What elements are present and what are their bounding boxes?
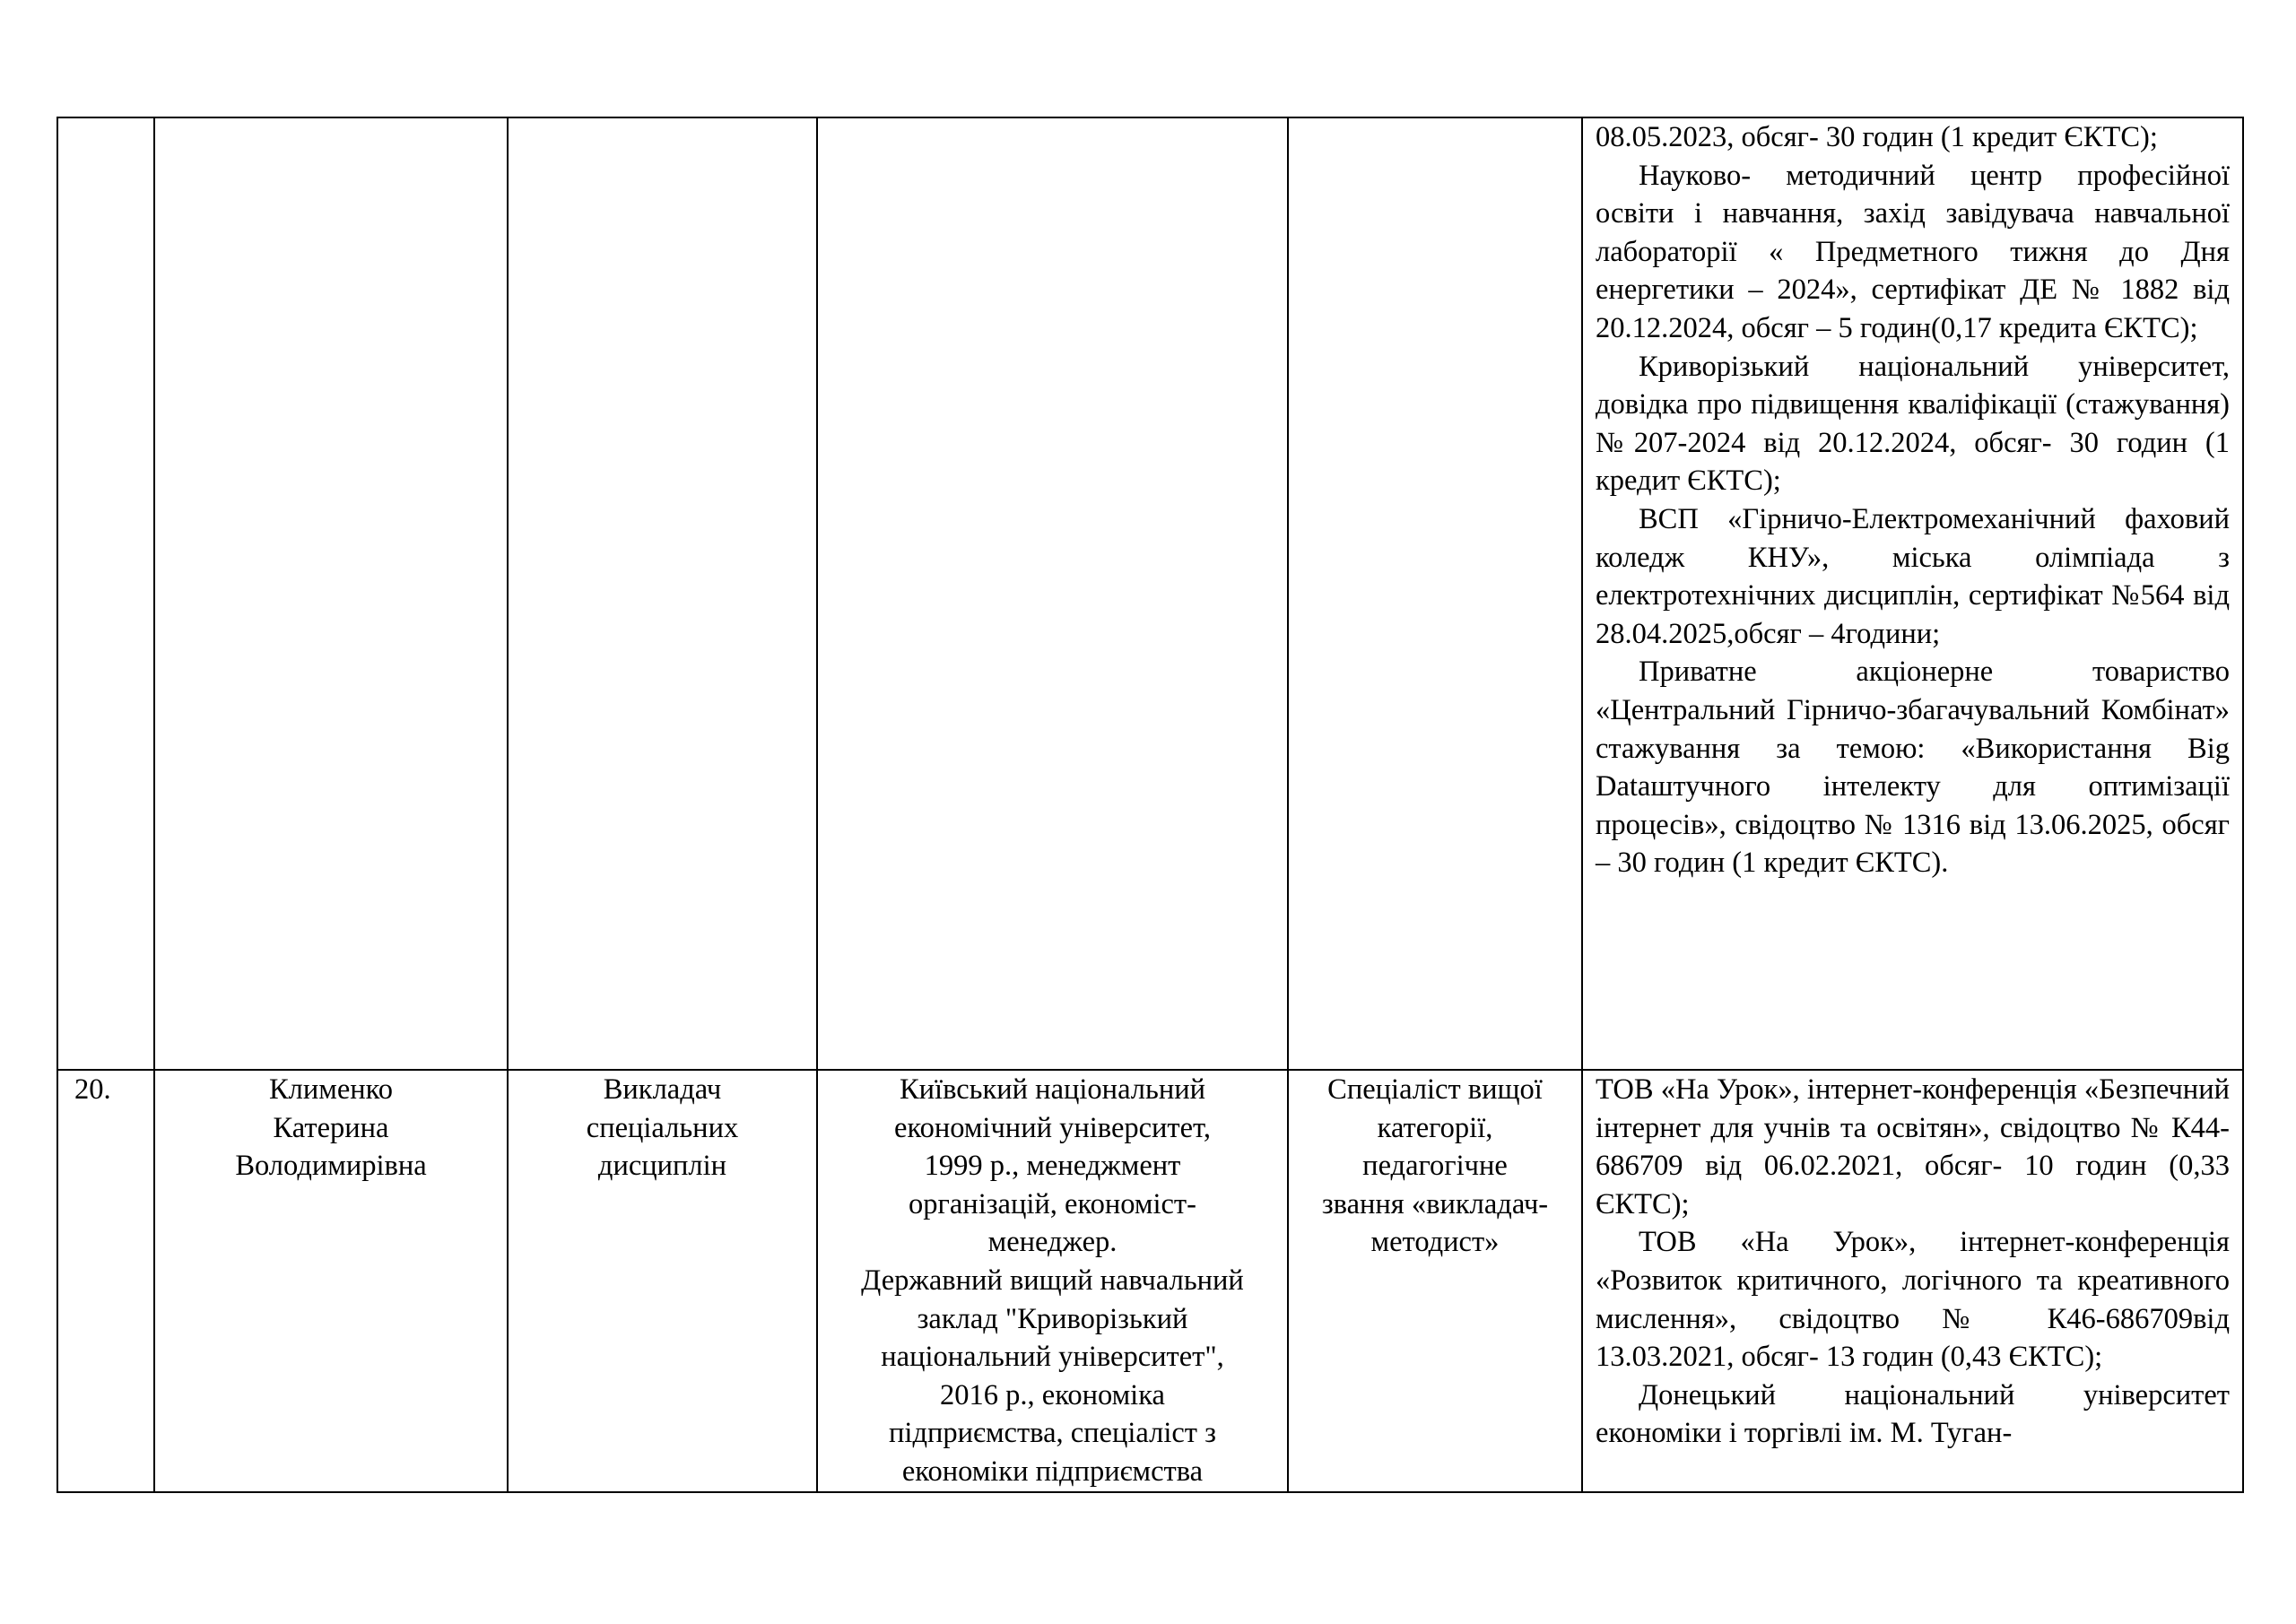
position-cell: [508, 117, 817, 1070]
education-cell: [817, 1070, 1288, 1492]
position-line: спеціальних: [586, 1111, 739, 1144]
position-cell: [508, 1070, 817, 1492]
education-cell: [817, 117, 1288, 1070]
education-line: економічний університет,: [894, 1111, 1211, 1144]
education-line: менеджер.: [987, 1226, 1118, 1259]
training-cell: [1582, 117, 2243, 1070]
position-line: дисциплін: [597, 1150, 727, 1183]
education-line: національний університет",: [881, 1341, 1224, 1374]
training-paragraph: Приватне акціонерне товариство «Центральний Гірничо-збагачувальний Комбінат» стажування за темою: «Використання Big Dataштучного інтелекту для оптимізації процесів», свідоцтво № 1316 від 13.06.2025, обсяг – 30 годин (1 кредит ЄКТС).: [1596, 656, 2230, 880]
training-paragraph: ТОВ «На Урок», інтернет-конференція «Безпечний інтернет для учнів та освітян», свідоцтво № К44-686709 від 06.02.2021, обсяг- 10 годин (0,33 ЄКТС);: [1596, 1073, 2230, 1220]
category-line: педагогічне: [1362, 1150, 1508, 1183]
table-row-20: [57, 1070, 2243, 1492]
training-paragraph: ТОВ «На Урок», інтернет-конференція «Розвиток критичного, логічного та креативного мислення», свідоцтво № К46-686709від 13.03.2021, обсяг- 13 годин (0,43 ЄКТС);: [1596, 1226, 2230, 1374]
category-line: звання «викладач-: [1321, 1187, 1549, 1220]
education-line: 1999 р., менеджмент: [924, 1150, 1181, 1183]
category-line: Спеціаліст вищої: [1327, 1073, 1543, 1106]
training-paragraph: 08.05.2023, обсяг- 30 годин (1 кредит ЄКТС);: [1596, 121, 2158, 153]
training-paragraph: ВСП «Гірничо-Електромеханічний фаховий коледж КНУ», міська олімпіада з електротехнічних дисциплін, сертифікат №564 від 28.04.2025,обсяг – 4години;: [1596, 502, 2230, 650]
table-row-continuation: [57, 117, 2243, 1070]
education-line: 2016 р., економіка: [940, 1378, 1165, 1411]
training-paragraph: Науково- методичний центр професійної освіти і навчання, захід завідувача навчальної лабораторії « Предметного тижня до Дня енергетики – 2024», сертифікат ДЕ № 1882 від 20.12.2024, обсяг – 5 годин(0,17 кредита ЄКТС);: [1596, 159, 2230, 344]
training-paragraph: Криворізький національний університет, довідка про підвищення кваліфікації (стажування) №207-2024 від 20.12.2024, обсяг- 30 годин (1 кредит ЄКТС);: [1596, 350, 2230, 498]
name-line: Клименко: [268, 1073, 394, 1106]
education-line: економіки підприємства: [901, 1455, 1204, 1488]
education-line: організацій, економіст-: [909, 1187, 1196, 1220]
education-line: Київський національний: [899, 1073, 1205, 1106]
category-cell: [1288, 117, 1582, 1070]
category-line: методист»: [1370, 1226, 1500, 1259]
category-cell: [1288, 1070, 1582, 1492]
name-line: Володимирівна: [235, 1150, 427, 1183]
row-number: 20.: [74, 1073, 111, 1106]
name-cell: [154, 1070, 508, 1492]
category-line: категорії,: [1377, 1111, 1493, 1144]
name-line: Катерина: [273, 1111, 389, 1144]
education-line: Державний вищий навчальний: [861, 1264, 1244, 1297]
number-cell: [57, 1070, 154, 1492]
staff-table: [57, 117, 2244, 1493]
position-line: Викладач: [603, 1073, 722, 1106]
training-paragraph: Донецький національний університет економіки і торгівлі ім. М. Туган-: [1596, 1378, 2230, 1450]
education-line: підприємства, спеціаліст з: [889, 1417, 1216, 1450]
number-cell: [57, 117, 154, 1070]
name-cell: [154, 117, 508, 1070]
training-cell: [1582, 1070, 2243, 1492]
education-line: заклад "Криворізький: [917, 1302, 1188, 1335]
